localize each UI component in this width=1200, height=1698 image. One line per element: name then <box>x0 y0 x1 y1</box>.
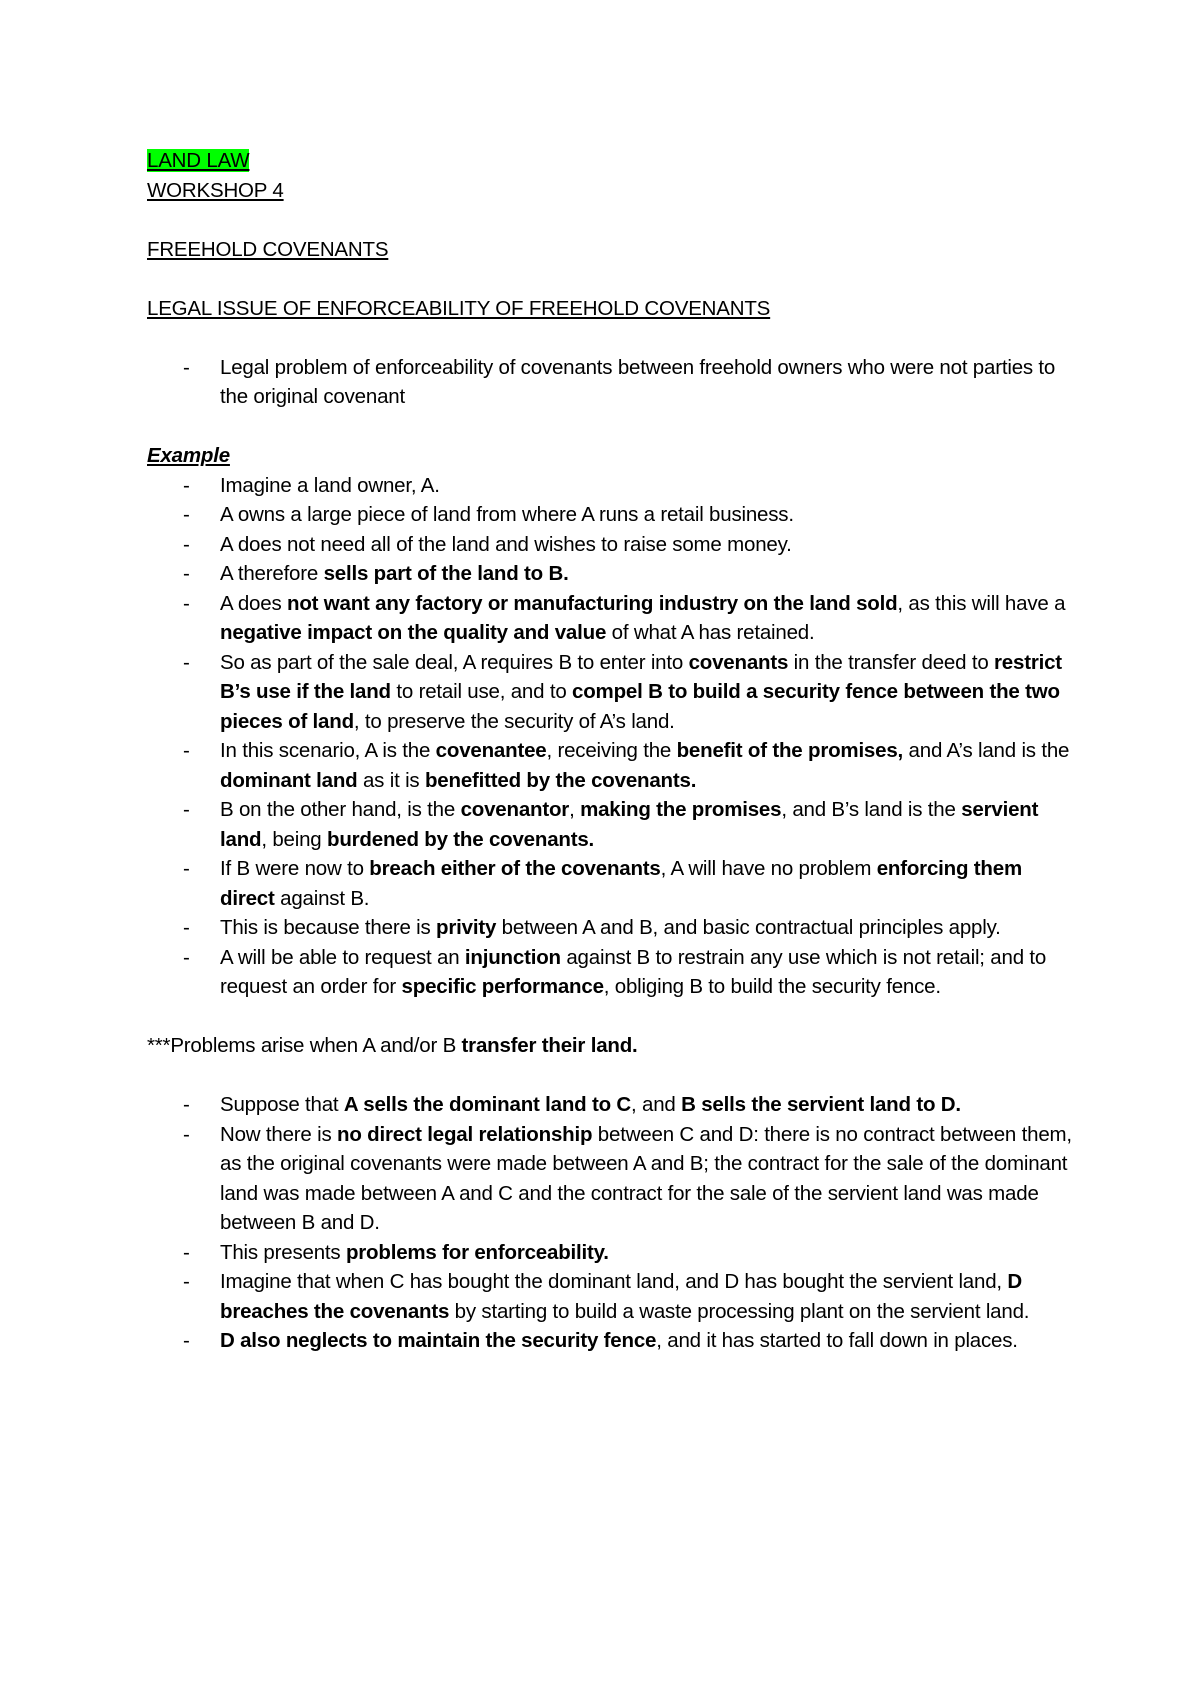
text-run: A therefore <box>220 562 324 585</box>
list-item <box>147 943 1070 1002</box>
text-run: by starting to build a waste processing plant on the servient land. <box>449 1299 1030 1323</box>
bold-text: breach either of the covenants <box>369 857 661 880</box>
topic-line <box>147 235 1087 265</box>
example-line <box>147 441 1087 471</box>
spacer <box>147 1002 1087 1032</box>
text-run: A owns a large piece of land from where A runs a retail business. <box>220 503 794 526</box>
spacer <box>147 1061 1087 1091</box>
text-run: Now there is <box>220 1122 338 1146</box>
list-item <box>147 648 1070 737</box>
bold-text: not want any factory or manufacturing industry on the land sold <box>287 591 898 615</box>
bold-text: D breaches the covenants <box>220 1270 1023 1323</box>
list-item <box>147 854 1070 913</box>
text-run: to retail use, and to <box>390 680 573 703</box>
spacer <box>147 205 1087 235</box>
list-item <box>147 795 1070 854</box>
bold-text: making the promises <box>580 798 782 821</box>
list-item <box>147 1267 1080 1326</box>
list-item <box>147 1326 1080 1356</box>
bold-text: covenantee <box>435 739 547 762</box>
text-run: as it is <box>357 768 425 792</box>
bold-text: problems for enforceability. <box>345 1240 609 1264</box>
bold-text: B sells the servient land to D. <box>681 1093 961 1116</box>
list-item <box>147 559 1070 589</box>
list-item <box>147 530 1070 560</box>
text-run: This is because there is <box>220 916 437 939</box>
text-run: and A’s land is the <box>903 739 1070 762</box>
bold-text: benefit of the promises, <box>676 739 904 762</box>
spacer <box>147 264 1087 294</box>
bold-text: covenants <box>688 650 789 674</box>
intro-list <box>147 353 1087 412</box>
text-run: , being <box>261 827 327 851</box>
text-run: , <box>569 798 581 821</box>
bold-text: covenantor <box>460 798 570 821</box>
problems-intro <box>147 1031 1087 1061</box>
list-item <box>147 913 1070 943</box>
text-run: against B. <box>274 886 370 910</box>
text-run: , and <box>631 1093 682 1116</box>
list-item <box>147 1120 1080 1238</box>
text-run: of what A has retained. <box>606 621 815 644</box>
text-run: This presents <box>220 1240 346 1264</box>
workshop-number: WORKSHOP 4 <box>147 178 284 202</box>
problem-list <box>147 1090 1087 1356</box>
bold-text: negative impact on the quality and value <box>220 621 607 644</box>
text-run: , to preserve the security of A’s land. <box>353 709 675 733</box>
bold-text: restrict B’s use if the land <box>220 650 1062 703</box>
bold-text: dominant land <box>220 768 358 792</box>
document-body <box>147 146 1087 1356</box>
text-run: B on the other hand, is the <box>220 798 461 821</box>
text-run: So as part of the sale deal, A requires B to enter into <box>220 650 689 674</box>
bold-text: privity <box>436 916 497 939</box>
example-list <box>147 471 1087 1002</box>
topic-heading: FREEHOLD COVENANTS <box>147 237 389 261</box>
text-run: ***Problems arise when A and/or B <box>147 1034 462 1057</box>
intro-bullet-text: Legal problem of enforceability of covenants between freehold owners who were not parties to the original covenant <box>220 355 1056 408</box>
issue-heading: LEGAL ISSUE OF ENFORCEABILITY OF FREEHOLD COVENANTS <box>147 296 771 320</box>
bold-text: compel B to build a security fence between the two pieces of land <box>220 680 1060 733</box>
list-item <box>147 353 1070 412</box>
example-heading: Example <box>147 444 230 467</box>
list-item <box>147 500 1070 530</box>
list-item <box>147 589 1070 648</box>
text-run: A will be able to request an <box>220 945 465 969</box>
list-item <box>147 736 1070 795</box>
bold-text: D also neglects to maintain the security fence <box>220 1329 657 1352</box>
bold-text: transfer their land. <box>461 1034 638 1057</box>
text-run: between C and D: there is no contract between them, as the original covenants were made between A and B; the contract for the sale of the dominant land was made between A and C and the contract for the sale of the servient land was made between B and D. <box>220 1122 1072 1234</box>
text-run: , and B’s land is the <box>781 798 962 821</box>
text-run: A does <box>220 591 287 615</box>
spacer <box>147 412 1087 442</box>
text-run: A does not need all of the land and wishes to raise some money. <box>220 532 792 556</box>
bold-text: specific performance <box>401 975 604 998</box>
bold-text: no direct legal relationship <box>337 1122 593 1146</box>
list-item <box>147 1090 1080 1120</box>
text-run: , obliging B to build the security fence. <box>603 975 941 998</box>
text-run: , as this will have a <box>897 591 1066 615</box>
bold-text: servient land <box>220 798 1039 851</box>
text-run: against B to restrain any use which is not retail; and to request an order for <box>220 945 1047 998</box>
bold-text: sells part of the land to B. <box>323 562 569 585</box>
bold-text: benefitted by the covenants. <box>424 768 697 792</box>
list-item <box>147 1238 1080 1268</box>
text-run: If B were now to <box>220 857 370 880</box>
spacer <box>147 323 1087 353</box>
doc-title: LAND LAW <box>147 149 250 172</box>
text-run: Imagine that when C has bought the dominant land, and D has bought the servient land, <box>220 1270 1008 1293</box>
text-run: between A and B, and basic contractual principles apply. <box>496 916 1001 939</box>
list-item <box>147 471 1070 501</box>
text-run: in the transfer deed to <box>788 650 995 674</box>
bold-text: A sells the dominant land to C <box>343 1093 632 1116</box>
text-run: , receiving the <box>546 739 677 762</box>
text-run: Suppose that <box>220 1093 344 1116</box>
bold-text: injunction <box>464 945 561 969</box>
bold-text: burdened by the covenants. <box>327 827 595 851</box>
text-run: , and it has started to fall down in places. <box>656 1329 1018 1352</box>
text-run: , A will have no problem <box>660 857 877 880</box>
text-run: In this scenario, A is the <box>220 739 436 762</box>
workshop-line <box>147 176 1087 206</box>
doc-title-line <box>147 146 1087 176</box>
bold-text: enforcing them direct <box>220 857 1022 910</box>
text-run: Imagine a land owner, A. <box>220 473 440 497</box>
issue-line <box>147 294 1087 324</box>
